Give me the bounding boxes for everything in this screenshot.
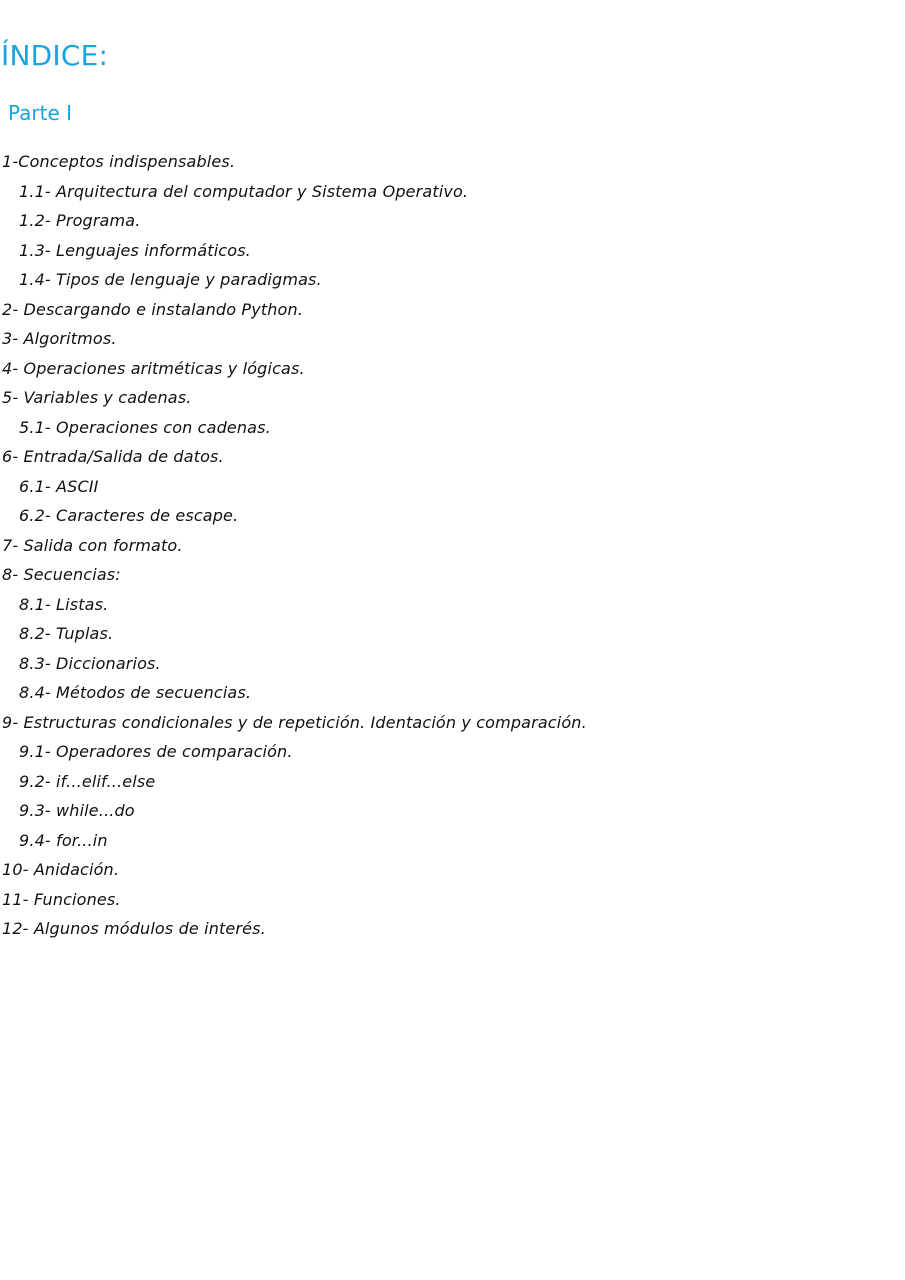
toc-item-4: 4- Operaciones aritméticas y lógicas.	[2, 358, 305, 378]
toc-item-2: 2- Descargando e instalando Python.	[2, 299, 303, 319]
toc-item-1-3: 1.3- Lenguajes informáticos.	[19, 240, 251, 260]
toc-item-9: 9- Estructuras condicionales y de repetición. Identación y comparación.	[2, 712, 587, 732]
toc-item-8: 8- Secuencias:	[2, 565, 121, 584]
toc-item-5: 5- Variables y cadenas.	[2, 388, 192, 407]
toc-item-1: 1-Conceptos indispensables.	[2, 152, 236, 171]
toc-item-1-1: 1.1- Arquitectura del computador y Sistema Operativo.	[19, 181, 469, 201]
toc-item-9-1: 9.1- Operadores de comparación.	[19, 742, 293, 761]
toc-item-1-4: 1.4- Tipos de lenguaje y paradigmas.	[19, 270, 322, 289]
toc-item-9-2: 9.2- if...elif...else	[19, 771, 156, 791]
toc-item-3: 3- Algoritmos.	[2, 329, 117, 348]
toc-item-9-4: 9.4- for...in	[19, 830, 108, 850]
toc-item-11: 11- Funciones.	[2, 889, 121, 909]
toc-item-9-3: 9.3- while...do	[19, 801, 135, 820]
toc-item-6-2: 6.2- Caracteres de escape.	[19, 506, 239, 525]
toc-item-8-1: 8.1- Listas.	[19, 594, 109, 614]
page-title: ÍNDICE:	[1, 39, 109, 72]
toc-item-8-2: 8.2- Tuplas.	[19, 624, 114, 643]
toc-item-8-4: 8.4- Métodos de secuencias.	[19, 683, 252, 702]
toc-item-8-3: 8.3- Diccionarios.	[19, 653, 161, 673]
toc-item-5-1: 5.1- Operaciones con cadenas.	[19, 417, 271, 437]
toc-item-6: 6- Entrada/Salida de datos.	[2, 447, 224, 466]
toc-item-10: 10- Anidación.	[2, 860, 120, 879]
toc-item-1-2: 1.2- Programa.	[19, 211, 141, 230]
toc-item-6-1: 6.1- ASCII	[19, 476, 99, 496]
toc-item-12: 12- Algunos módulos de interés.	[2, 919, 266, 938]
part-title: Parte I	[8, 101, 73, 125]
toc-item-7: 7- Salida con formato.	[2, 535, 183, 555]
table-of-contents	[2, 149, 587, 946]
